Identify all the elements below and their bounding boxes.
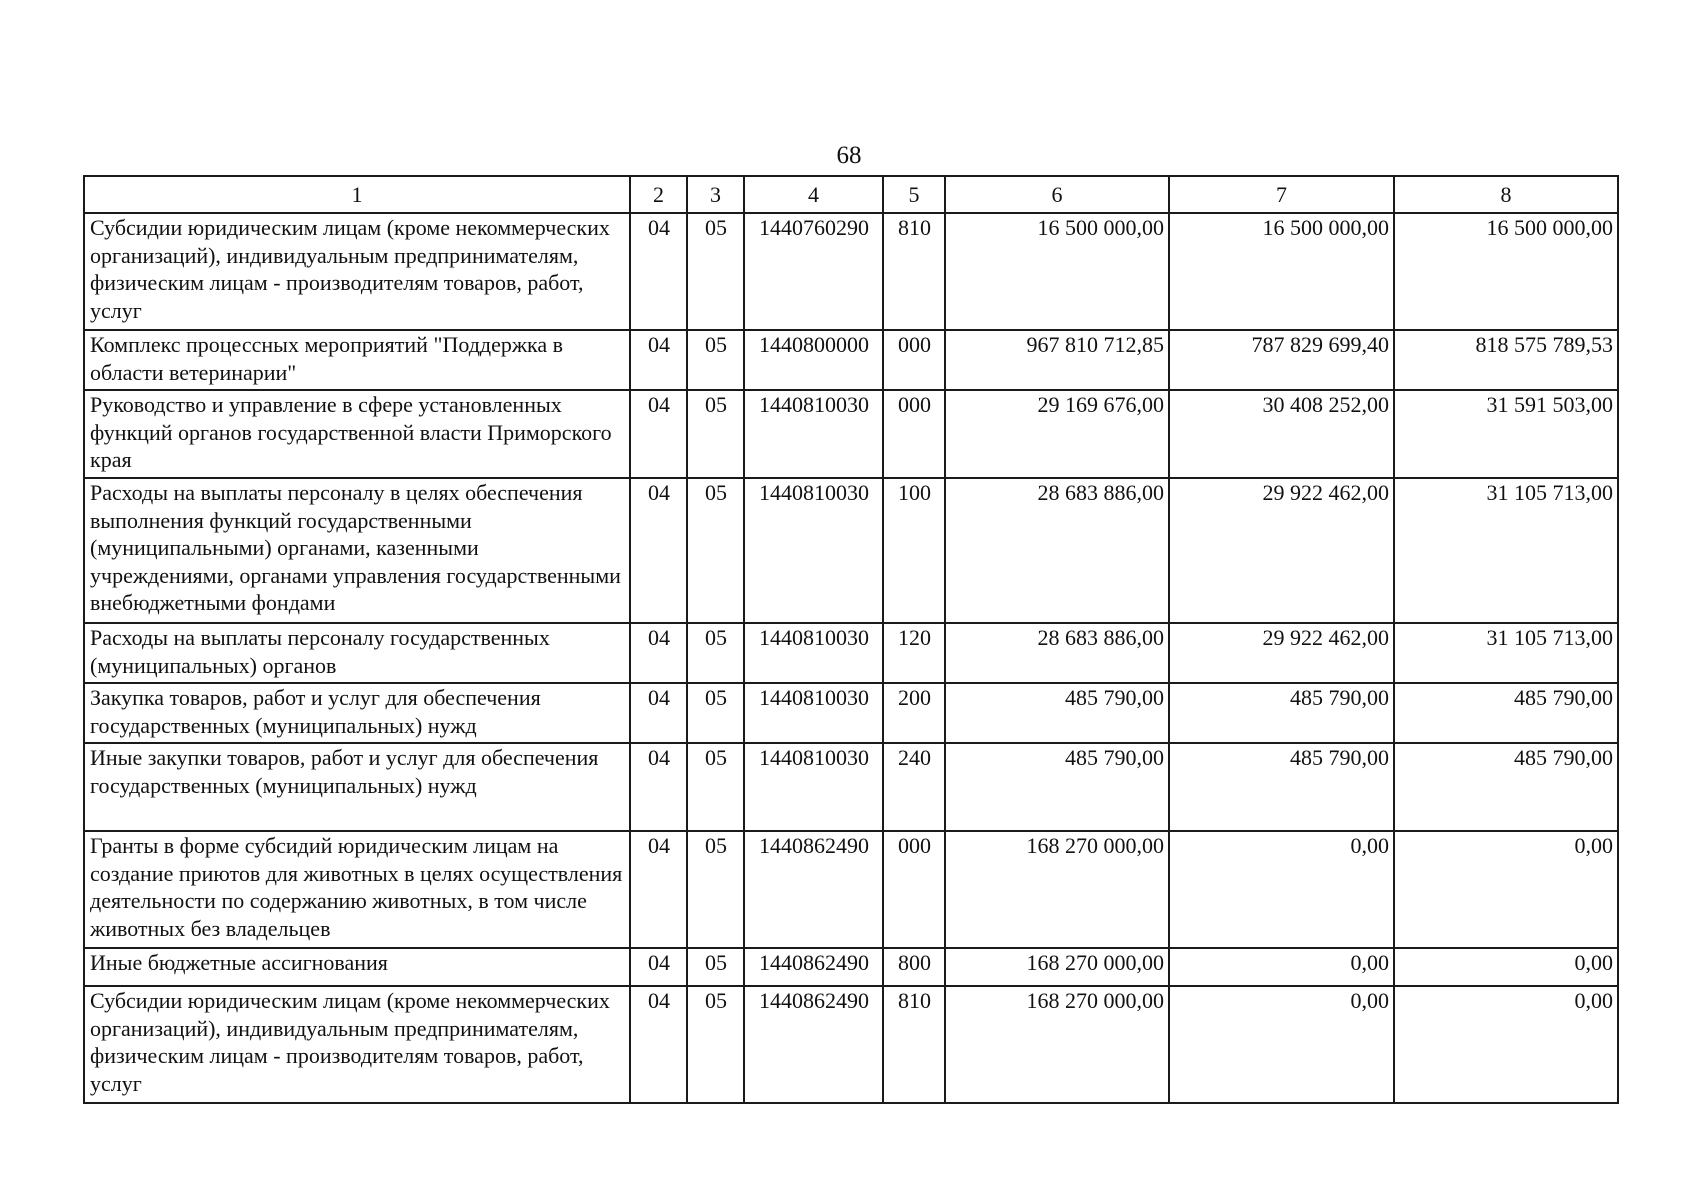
table-row (84, 986, 1618, 1103)
budget-table (83, 175, 1619, 1104)
amount-col-7: 16 500 000,00 (1169, 213, 1394, 330)
section-code: 04 (630, 213, 687, 330)
amount-col-7: 787 829 699,40 (1169, 330, 1394, 390)
table-row (84, 948, 1618, 986)
amount-col-6: 28 683 886,00 (945, 478, 1169, 623)
section-code: 04 (630, 623, 687, 683)
target-article-code: 1440810030 (744, 623, 883, 683)
section-code: 04 (630, 986, 687, 1103)
table-row (84, 330, 1618, 390)
target-article-code: 1440862490 (744, 831, 883, 948)
subsection-code: 05 (687, 743, 744, 831)
target-article-code: 1440810030 (744, 390, 883, 478)
header-cell-4: 4 (744, 176, 883, 213)
header-row (84, 176, 1618, 213)
subsection-code: 05 (687, 330, 744, 390)
amount-col-6: 168 270 000,00 (945, 948, 1169, 986)
subsection-code: 05 (687, 623, 744, 683)
section-code: 04 (630, 478, 687, 623)
amount-col-6: 485 790,00 (945, 743, 1169, 831)
section-code: 04 (630, 330, 687, 390)
amount-col-7: 485 790,00 (1169, 683, 1394, 743)
section-code: 04 (630, 743, 687, 831)
amount-col-8: 0,00 (1394, 986, 1618, 1103)
expense-name: Иные бюджетные ассигнования (84, 948, 630, 986)
expense-name: Расходы на выплаты персоналу в целях обеспечения выполнения функций государственными (муниципальными) органами, казенными учреждениями, органами управления государственными внебюджетными фондами (84, 478, 630, 623)
expense-kind-code: 810 (883, 213, 945, 330)
amount-col-7: 29 922 462,00 (1169, 478, 1394, 623)
section-code: 04 (630, 948, 687, 986)
target-article-code: 1440810030 (744, 478, 883, 623)
expense-kind-code: 810 (883, 986, 945, 1103)
expense-kind-code: 120 (883, 623, 945, 683)
amount-col-8: 818 575 789,53 (1394, 330, 1618, 390)
expense-kind-code: 200 (883, 683, 945, 743)
expense-name: Иные закупки товаров, работ и услуг для обеспечения государственных (муниципальных) нужд (84, 743, 630, 831)
amount-col-7: 29 922 462,00 (1169, 623, 1394, 683)
amount-col-6: 16 500 000,00 (945, 213, 1169, 330)
table-row (84, 831, 1618, 948)
amount-col-8: 31 105 713,00 (1394, 478, 1618, 623)
amount-col-7: 30 408 252,00 (1169, 390, 1394, 478)
subsection-code: 05 (687, 478, 744, 623)
amount-col-6: 168 270 000,00 (945, 986, 1169, 1103)
subsection-code: 05 (687, 831, 744, 948)
amount-col-6: 967 810 712,85 (945, 330, 1169, 390)
amount-col-6: 168 270 000,00 (945, 831, 1169, 948)
amount-col-8: 485 790,00 (1394, 743, 1618, 831)
amount-col-8: 31 105 713,00 (1394, 623, 1618, 683)
subsection-code: 05 (687, 390, 744, 478)
subsection-code: 05 (687, 948, 744, 986)
table-row (84, 743, 1618, 831)
expense-name: Субсидии юридическим лицам (кроме некоммерческих организаций), индивидуальным предпринимателям, физическим лицам - производителям товаров, работ, услуг (84, 213, 630, 330)
expense-kind-code: 240 (883, 743, 945, 831)
header-cell-3: 3 (687, 176, 744, 213)
amount-col-8: 31 591 503,00 (1394, 390, 1618, 478)
amount-col-6: 29 169 676,00 (945, 390, 1169, 478)
amount-col-7: 0,00 (1169, 948, 1394, 986)
target-article-code: 1440810030 (744, 683, 883, 743)
table-row (84, 390, 1618, 478)
table-row (84, 478, 1618, 623)
amount-col-7: 0,00 (1169, 831, 1394, 948)
page-number: 68 (836, 142, 862, 169)
expense-name: Комплекс процессных мероприятий "Поддержка в области ветеринарии" (84, 330, 630, 390)
target-article-code: 1440862490 (744, 986, 883, 1103)
header-cell-8: 8 (1394, 176, 1618, 213)
subsection-code: 05 (687, 213, 744, 330)
expense-name: Руководство и управление в сфере установленных функций органов государственной власти Приморского края (84, 390, 630, 478)
subsection-code: 05 (687, 683, 744, 743)
header-cell-6: 6 (945, 176, 1169, 213)
expense-name: Расходы на выплаты персоналу государственных (муниципальных) органов (84, 623, 630, 683)
header-cell-2: 2 (630, 176, 687, 213)
amount-col-6: 28 683 886,00 (945, 623, 1169, 683)
amount-col-7: 485 790,00 (1169, 743, 1394, 831)
section-code: 04 (630, 831, 687, 948)
amount-col-8: 0,00 (1394, 948, 1618, 986)
amount-col-8: 485 790,00 (1394, 683, 1618, 743)
table-row (84, 623, 1618, 683)
expense-name: Закупка товаров, работ и услуг для обеспечения государственных (муниципальных) нужд (84, 683, 630, 743)
target-article-code: 1440800000 (744, 330, 883, 390)
subsection-code: 05 (687, 986, 744, 1103)
target-article-code: 1440810030 (744, 743, 883, 831)
amount-col-6: 485 790,00 (945, 683, 1169, 743)
expense-kind-code: 000 (883, 831, 945, 948)
expense-kind-code: 000 (883, 390, 945, 478)
header-cell-5: 5 (883, 176, 945, 213)
table-row (84, 683, 1618, 743)
target-article-code: 1440862490 (744, 948, 883, 986)
table-row (84, 213, 1618, 330)
expense-name: Гранты в форме субсидий юридическим лицам на создание приютов для животных в целях осуществления деятельности по содержанию животных, в том числе животных без владельцев (84, 831, 630, 948)
section-code: 04 (630, 390, 687, 478)
header-cell-1: 1 (84, 176, 630, 213)
amount-col-8: 0,00 (1394, 831, 1618, 948)
section-code: 04 (630, 683, 687, 743)
target-article-code: 1440760290 (744, 213, 883, 330)
header-cell-7: 7 (1169, 176, 1394, 213)
expense-kind-code: 100 (883, 478, 945, 623)
expense-name: Субсидии юридическим лицам (кроме некоммерческих организаций), индивидуальным предпринимателям, физическим лицам - производителям товаров, работ, услуг (84, 986, 630, 1103)
expense-kind-code: 000 (883, 330, 945, 390)
expense-kind-code: 800 (883, 948, 945, 986)
amount-col-8: 16 500 000,00 (1394, 213, 1618, 330)
amount-col-7: 0,00 (1169, 986, 1394, 1103)
